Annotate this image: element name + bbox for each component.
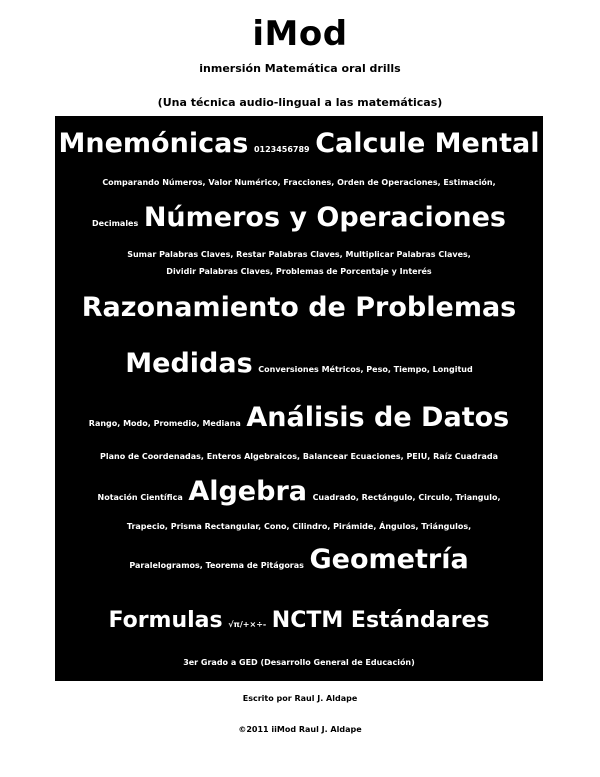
topic-notacion-cientifica: Notación Científica — [97, 493, 183, 502]
topic-row-5: Dividir Palabras Claves, Problemas de Porcentaje y Interés — [166, 267, 432, 276]
topic-row-11: Trapecio, Prisma Rectangular, Cono, Cilindro, Pirámide, Ángulos, Triángulos, — [126, 522, 472, 531]
topic-row-3 — [55, 202, 543, 233]
topic-formula-symbols: √π/+×÷- — [228, 620, 267, 629]
topic-geometria: Geometría — [309, 544, 469, 575]
topic-pitagoras-detail: Paralelogramos, Teorema de Pitágoras — [129, 561, 304, 570]
topic-row-10 — [55, 476, 543, 507]
topic-estadistica-detail: Rango, Modo, Promedio, Mediana — [88, 419, 241, 428]
page-title: iMod — [252, 14, 348, 54]
topic-formulas: Formulas — [108, 608, 223, 633]
topic-row-14: 3er Grado a GED (Desarrollo General de Educación) — [183, 658, 415, 667]
topic-row-1 — [55, 128, 543, 159]
topic-razonamiento: Razonamiento de Problemas — [81, 292, 517, 323]
topic-mnemonicas: Mnemónicas — [58, 128, 249, 159]
topic-row-8 — [55, 402, 543, 433]
topic-analisis-datos: Análisis de Datos — [246, 402, 510, 433]
tagline: (Una técnica audio-lingual a las matemáticas) — [157, 96, 443, 109]
topic-figuras-detail: Cuadrado, Rectángulo, Circulo, Triangulo, — [312, 493, 501, 502]
topic-row-13 — [55, 608, 543, 633]
topic-panel — [55, 116, 543, 681]
topic-calcule-mental: Calcule Mental — [315, 128, 540, 159]
subtitle: inmersión Matemática oral drills — [199, 62, 401, 75]
topic-row-4: Sumar Palabras Claves, Restar Palabras Claves, Multiplicar Palabras Claves, — [127, 250, 471, 259]
topic-numeros-operaciones: Números y Operaciones — [143, 202, 506, 233]
topic-row-7 — [55, 348, 543, 379]
topic-medidas: Medidas — [125, 348, 253, 379]
topic-row-6 — [55, 292, 543, 323]
topic-algebra: Algebra — [188, 476, 307, 507]
topic-row-9: Plano de Coordenadas, Enteros Algebraicos, Balancear Ecuaciones, PEIU, Raíz Cuadrada — [100, 452, 498, 461]
author-line: Escrito por Raul J. Aldape — [242, 694, 358, 703]
copyright-line: ©2011 iiMod Raul J. Aldape — [238, 725, 362, 734]
topic-digits: 0123456789 — [253, 145, 310, 154]
topic-decimales: Decimales — [92, 219, 139, 228]
topic-row-12 — [55, 544, 543, 575]
topic-medidas-detail: Conversiones Métricos, Peso, Tiempo, Longitud — [258, 365, 473, 374]
topic-nctm-estandares: NCTM Estándares — [271, 608, 490, 633]
topic-row-2: Comparando Números, Valor Numérico, Fracciones, Orden de Operaciones, Estimación, — [102, 178, 496, 187]
